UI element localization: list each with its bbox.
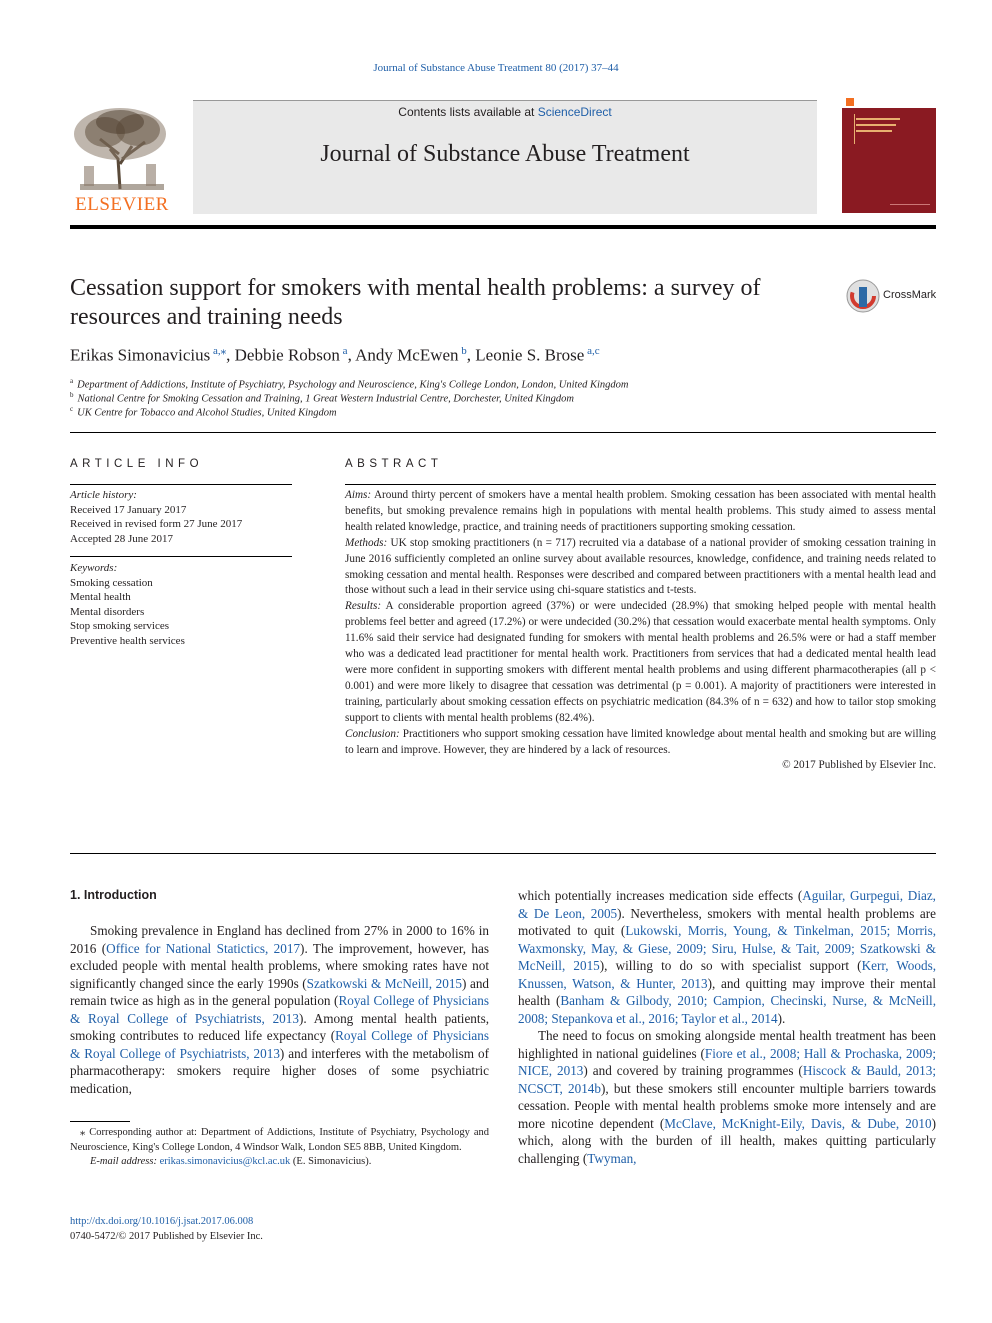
author-separator: , <box>466 345 476 365</box>
citation-link[interactable]: Szatkowski & McNeill, 2015 <box>306 975 463 991</box>
body-text: ) and interferes with the metabolism of pharmacotherapy: smokers require higher doses of some psychiatric medication, <box>70 1045 489 1096</box>
body-text: ). Nevertheless, smokers with mental health problems are motivated to quit ( <box>518 905 937 938</box>
keyword: Mental disorders <box>70 605 145 618</box>
divider <box>70 556 292 557</box>
abstract-label: Methods: <box>345 536 388 549</box>
article-info <box>70 488 292 546</box>
crossmark-badge[interactable] <box>845 278 940 314</box>
body-text: ), but these smokers still encounter multiple barriers towards cessation. People with mental health problems smoke more intensely and are more nicotine dependent ( <box>518 1080 936 1131</box>
citation-link[interactable]: Fiore et al., 2008; Hall & Prochaska, 2009; NICE, 2013 <box>518 1045 936 1078</box>
affiliation-key: c <box>70 405 74 413</box>
citation-link[interactable]: McClave, McKnight-Eily, Davis, & Dube, 2010 <box>664 1115 932 1131</box>
sciencedirect-link[interactable]: ScienceDirect <box>537 105 612 119</box>
author-separator: , <box>347 345 356 365</box>
author-affiliation-marker[interactable]: b <box>458 345 467 357</box>
abstract-label: Results: <box>345 600 382 613</box>
article-info-heading: ARTICLE INFO <box>70 458 204 470</box>
affiliation-key: a <box>70 377 74 385</box>
abstract-label: Conclusion: <box>345 727 400 740</box>
author-affiliation-marker[interactable]: a,⁎ <box>210 345 227 357</box>
author-name[interactable]: Leonie S. Brose <box>475 345 585 365</box>
paragraph <box>518 1027 936 1167</box>
journal-title[interactable]: Journal of Substance Abuse Treatment <box>320 141 690 167</box>
email-label: E-mail address: <box>90 1156 160 1167</box>
history-label: Article history: <box>70 489 137 501</box>
abstract-text: UK stop smoking practitioners (n = 717) recruited via a database of a national provider of smoking cessation training in June 2016 sufficiently completed an online survey about available resources, knowledge, confidence, and training needs related to smoking cessation and mental health. Responses were described and compared between practitioners with a mental health lead and those without such a lead in their service using chi-square statistics and t-tests. <box>345 536 936 597</box>
affiliation-key: b <box>70 391 74 399</box>
divider <box>345 484 936 485</box>
citation-link[interactable]: Office for National Statictics, 2017 <box>106 940 301 956</box>
citation-link[interactable]: Kerr, Woods, Knussen, Watson, & Hunter, 2013 <box>518 958 937 991</box>
keyword: Mental health <box>70 591 131 603</box>
keywords <box>70 561 292 648</box>
body-text: ) which, along with the burden of ill health, makes quitting particularly challenging ( <box>518 1115 936 1166</box>
citation-link[interactable]: Royal College of Physicians & Royal College of Psychiatrists, 2013 <box>70 1028 489 1061</box>
author-affiliation-marker[interactable]: a <box>339 345 348 357</box>
email-link[interactable]: erikas.simonavicius@kcl.ac.uk <box>159 1156 291 1167</box>
affiliation-a <box>70 377 629 391</box>
affiliation-text: Department of Addictions, Institute of Psychiatry, Psychology and Neuroscience, King's College London, London, United Kingdom <box>77 379 629 391</box>
body-text: which potentially increases medication side effects ( <box>518 888 803 903</box>
right-column <box>518 887 936 1167</box>
issn-line: 0740-5472/© 2017 Published by Elsevier Inc. <box>70 1230 263 1242</box>
body-text: ), willing to do so with specialist support ( <box>599 958 862 973</box>
journal-banner <box>193 100 817 214</box>
citation-link[interactable]: Royal College of Physicians & Royal College of Psychiatrists, 2013 <box>70 993 489 1026</box>
publisher-wordmark: ELSEVIER <box>75 194 169 215</box>
abstract-heading: ABSTRACT <box>345 458 443 470</box>
crossmark-icon <box>845 278 881 314</box>
contents-line <box>193 105 817 119</box>
abstract-body <box>345 488 936 774</box>
history-revised: Received in revised form 27 June 2017 <box>70 518 243 530</box>
keywords-label: Keywords: <box>70 562 118 574</box>
abstract-methods <box>345 536 936 600</box>
author-name[interactable]: Debbie Robson <box>234 345 340 365</box>
citation-link[interactable]: Lukowski, Morris, Young, & Tinkelman, 2015; Morris, Waxmonsky, May, & Giese, 2009; Siru, Hulse, & Tait, 2009; Szatkowski & McNeill, 2015 <box>518 923 937 973</box>
paragraph <box>70 922 489 1097</box>
author-separator: , <box>226 345 235 365</box>
contents-prefix: Contents lists available at <box>398 105 538 119</box>
affiliation-text: National Centre for Smoking Cessation and Training, 1 Great Western Industrial Centre, Dorchester, United Kingdom <box>77 393 575 405</box>
header-rule <box>70 225 936 229</box>
abstract-aims <box>345 488 936 536</box>
divider <box>70 484 292 485</box>
elsevier-logo <box>70 104 174 216</box>
journal-cover-thumbnail[interactable] <box>842 96 936 213</box>
citation-link[interactable]: Aguilar, Gurpegui, Diaz, & De Leon, 2005 <box>518 888 936 921</box>
email-line <box>70 1155 489 1170</box>
abstract-text: A considerable proportion agreed (37%) or were undecided (28.9%) that smoking helped people with mental health problems feel better and agreed (17.2%) or were undecided (30.2%) that cessation would exacerbate mental health symptoms. Only 11.6% said their service had designated funding for smokers with mental health problems and 26.5% were or had a staff member who was a dedicated lead practitioner for mental health work. Practitioners from services that had a dedicated mental health lead were more confident in supporting smokers with different mental health problems and using different pharmacotherapies (all p < 0.001) and were more likely to disagree that cessation was detrimental (p = 0.001). A majority of practitioners were interested in training, particularly about smoking cessation effects on psychiatric medication (84.3% of n = 632) and how to tailor stop smoking support to clients with mental health problems (82.4%). <box>345 600 936 724</box>
abstract-results <box>345 599 936 726</box>
paragraph <box>518 887 936 1027</box>
keyword: Smoking cessation <box>70 576 153 589</box>
author-name[interactable]: Andy McEwen <box>355 345 459 365</box>
abstract-label: Aims: <box>345 489 372 501</box>
author-name[interactable]: Erikas Simonavicius <box>70 345 211 365</box>
affiliation-c <box>70 405 337 419</box>
history-received: Received 17 January 2017 <box>70 503 187 516</box>
author-affiliation-marker[interactable]: a,c <box>584 345 600 357</box>
affiliation-text: UK Centre for Tobacco and Alcohol Studies, United Kingdom <box>77 407 337 419</box>
journal-reference[interactable]: Journal of Substance Abuse Treatment 80 (2017) 37–44 <box>373 62 619 74</box>
body-text: Smoking prevalence in England has declined from 27% in 2000 to 16% in 2016 ( <box>70 923 489 956</box>
author-list <box>70 344 600 366</box>
history-accepted: Accepted 28 June 2017 <box>70 532 173 545</box>
body-text: ). The improvement, however, has excluded people with mental health problems, where smoking rates have not significantly changed since the early 1990s ( <box>70 940 489 991</box>
divider <box>70 432 936 433</box>
affiliation-b <box>70 391 574 405</box>
email-suffix: (E. Simonavicius). <box>290 1156 372 1167</box>
body-text: ) and covered by training programmes ( <box>583 1063 803 1078</box>
citation-link[interactable]: Banham & Gilbody, 2010; Campion, Checinski, Nurse, & McNeill, 2008; Stepankova et al., 2016; Taylor et al., 2014 <box>518 993 936 1026</box>
body-text: ) and remain twice as high as in the general population ( <box>70 975 490 1008</box>
citation-link[interactable]: Twyman, <box>587 1150 637 1166</box>
keyword: Preventive health services <box>70 634 185 647</box>
footnote-rule <box>70 1121 130 1122</box>
body-text: ), and quitting may improve their mental health ( <box>518 975 936 1008</box>
body-text: ). Among mental health patients, smoking contributes to reduced life expectancy ( <box>70 1010 489 1043</box>
left-column <box>70 922 489 1097</box>
copyright: © 2017 Published by Elsevier Inc. <box>782 759 936 772</box>
corresponding-author: ⁎ Corresponding author at: Department of Addictions, Institute of Psychiatry, Psychology and Neuroscience, King's College London, 4 Windsor Walk, London SE5 8BB, United Kingdom. <box>70 1127 489 1153</box>
doi-link[interactable]: http://dx.doi.org/10.1016/j.jsat.2017.06.008 <box>70 1216 254 1227</box>
page-footer <box>70 1215 263 1244</box>
body-text: The need to focus on smoking alongside mental health treatment has been highlighted in national guidelines ( <box>518 1028 936 1061</box>
abstract-text: Around thirty percent of smokers have a mental health problem. Smoking cessation has been associated with mental health benefits, but smoking prevalence remains high in populations with mental health problems. This study aimed to assess mental health related knowledge, practice, and training needs of practitioners supporting smoking cessation. <box>345 489 936 533</box>
crossmark-label: CrossMark <box>883 289 937 301</box>
citation-link[interactable]: Hiscock & Bauld, 2013; NCSCT, 2014b <box>518 1063 936 1096</box>
footnote <box>70 1126 489 1170</box>
body-text: ). <box>777 1010 786 1026</box>
article-title: Cessation support for smokers with mental health problems: a survey of resources and training needs <box>70 275 761 330</box>
abstract-conclusion <box>345 727 936 759</box>
divider <box>70 853 936 854</box>
keyword: Stop smoking services <box>70 620 169 632</box>
abstract-text: Practitioners who support smoking cessation have limited knowledge about mental health and smoking but are willing to learn and improve. However, they are hindered by a lack of resources. <box>345 727 936 756</box>
section-heading: 1. Introduction <box>70 888 157 902</box>
